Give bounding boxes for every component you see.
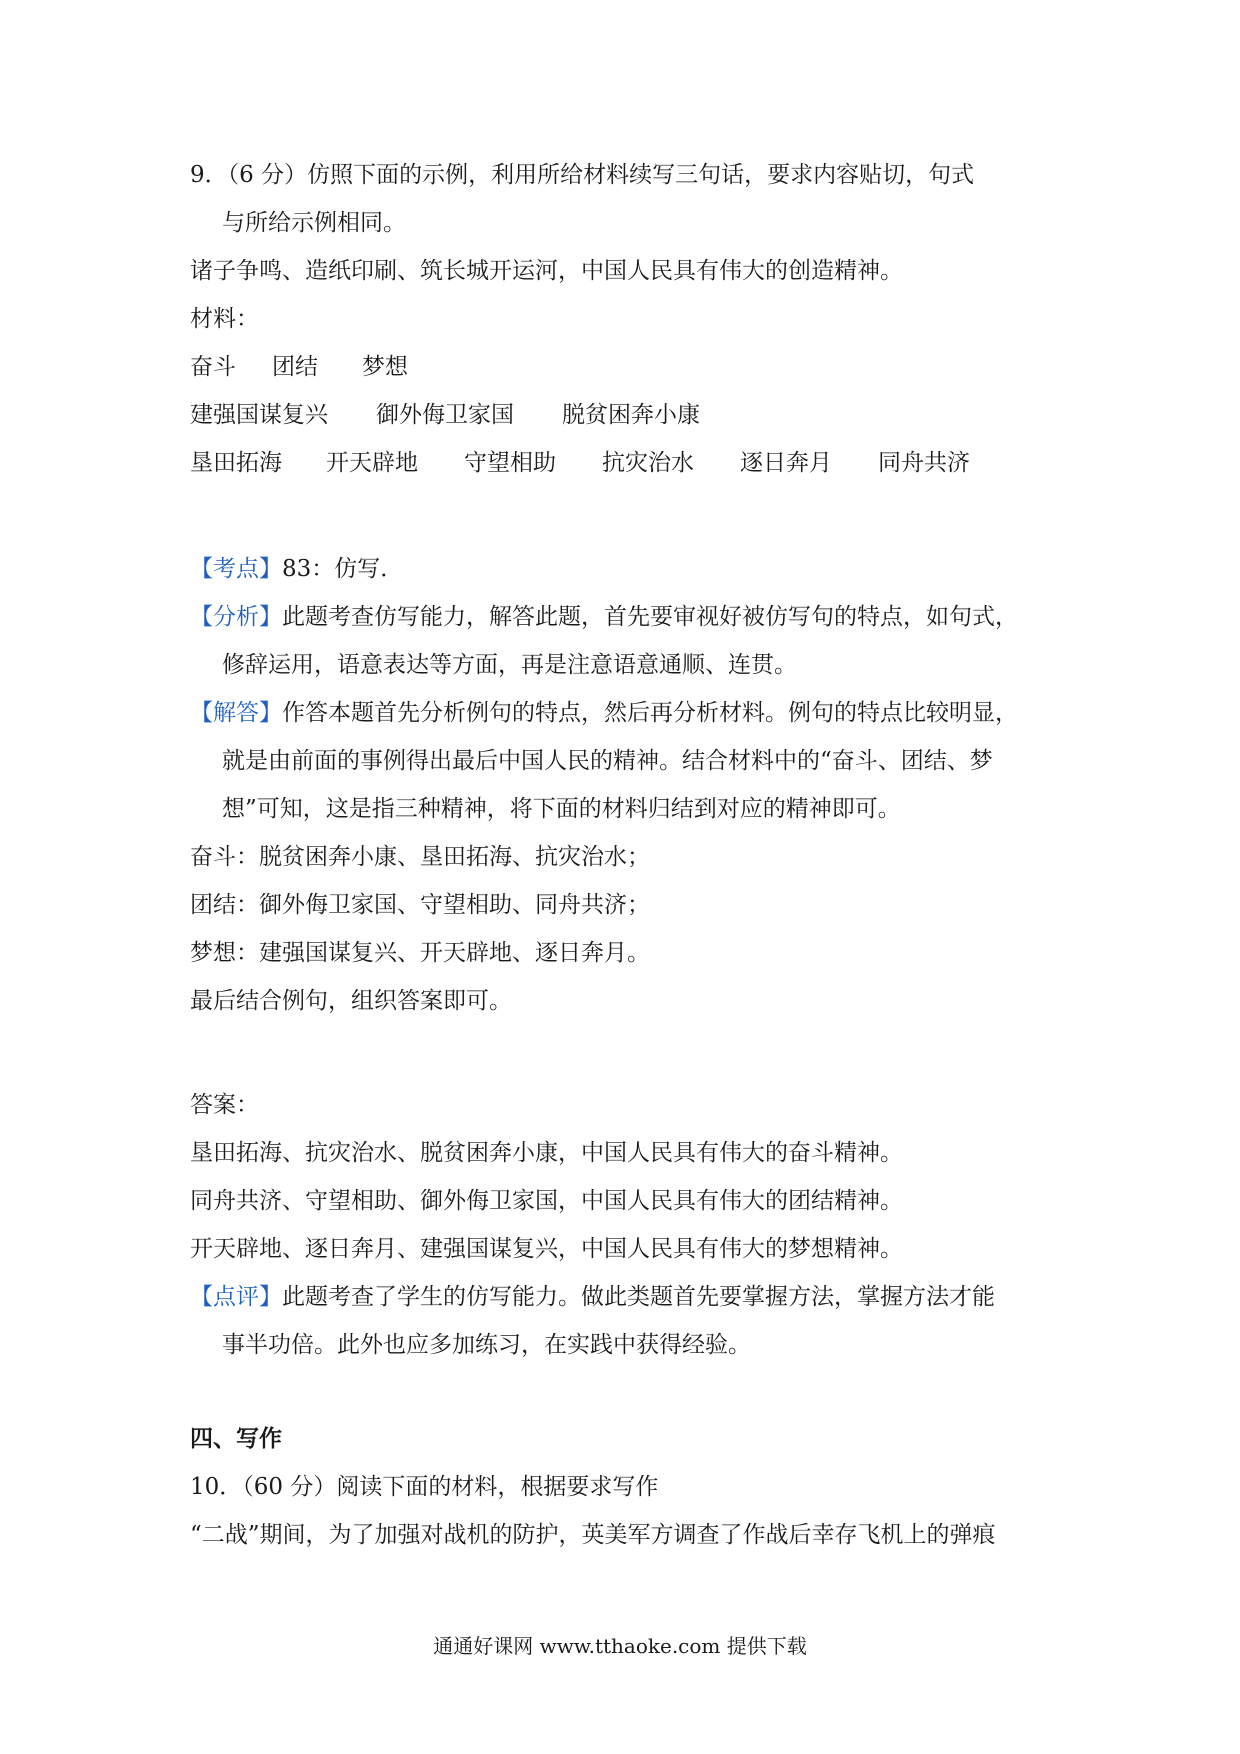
jieda-line2: 就是由前面的事例得出最后中国人民的精神。结合材料中的“奋斗、团结、梦 (222, 748, 993, 774)
kaodian-line (190, 554, 403, 584)
jieda-mengxiang: 梦想：建强国谋复兴、开天辟地、逐日奔月。 (190, 940, 650, 966)
material-item: 御外侮卫家国 (376, 402, 514, 428)
answer-line3: 开天辟地、逐日奔月、建强国谋复兴，中国人民具有伟大的梦想精神。 (190, 1236, 903, 1262)
jieda-text: 作答本题首先分析例句的特点，然后再分析材料。例句的特点比较明显， (282, 700, 1018, 726)
jieda-final: 最后结合例句，组织答案即可。 (190, 988, 512, 1014)
jieda-line1 (190, 698, 1018, 728)
fenxi-text: 此题考查仿写能力，解答此题，首先要审视好被仿写句的特点，如句式， (282, 604, 1018, 630)
answer-line1: 垦田拓海、抗灾治水、脱贫困奔小康，中国人民具有伟大的奋斗精神。 (190, 1140, 903, 1166)
question10-line1: 10．（60 分）阅读下面的材料，根据要求写作 (190, 1474, 659, 1500)
fenxi-line1 (190, 602, 1018, 632)
section-heading: 四、写作 (190, 1426, 282, 1452)
jieda-tag: 【解答】 (190, 700, 282, 726)
question10-line2: “二战”期间，为了加强对战机的防护，英美军方调查了作战后幸存飞机上的弹痕 (190, 1522, 996, 1548)
materials-row-3 (190, 448, 970, 478)
materials-row-2 (190, 400, 700, 430)
question9-line2: 与所给示例相同。 (222, 210, 406, 236)
material-item: 开天辟地 (326, 450, 418, 476)
fenxi-tag: 【分析】 (190, 604, 282, 630)
material-item: 抗灾治水 (602, 450, 694, 476)
material-item: 逐日奔月 (740, 450, 832, 476)
materials-label: 材料： (190, 306, 259, 332)
dianping-text: 此题考查了学生的仿写能力。做此类题首先要掌握方法，掌握方法才能 (282, 1284, 995, 1310)
answer-label: 答案： (190, 1092, 259, 1118)
dianping-tag: 【点评】 (190, 1284, 282, 1310)
material-item: 梦想 (362, 354, 408, 380)
jieda-tuanjie: 团结：御外侮卫家国、守望相助、同舟共济； (190, 892, 650, 918)
fenxi-line2: 修辞运用，语意表达等方面，再是注意语意通顺、连贯。 (222, 652, 797, 678)
material-item: 奋斗 (190, 354, 236, 380)
dianping-line1 (190, 1282, 995, 1312)
material-item: 团结 (272, 354, 318, 380)
material-item: 同舟共济 (878, 450, 970, 476)
kaodian-tag: 【考点】 (190, 556, 282, 582)
material-item: 垦田拓海 (190, 450, 282, 476)
question9-line1: 9．（6 分）仿照下面的示例，利用所给材料续写三句话，要求内容贴切，句式 (190, 162, 975, 188)
jieda-fendou: 奋斗：脱贫困奔小康、垦田拓海、抗灾治水； (190, 844, 650, 870)
material-item: 建强国谋复兴 (190, 402, 328, 428)
answer-line2: 同舟共济、守望相助、御外侮卫家国，中国人民具有伟大的团结精神。 (190, 1188, 903, 1214)
material-item: 脱贫困奔小康 (562, 402, 700, 428)
material-item: 守望相助 (464, 450, 556, 476)
dianping-line2: 事半功倍。此外也应多加练习，在实践中获得经验。 (222, 1332, 751, 1358)
page-footer: 通通好课网 www.tthaoke.com 提供下载 (433, 1634, 807, 1658)
kaodian-text: 83：仿写． (282, 556, 404, 582)
question9-example: 诸子争鸣、造纸印刷、筑长城开运河，中国人民具有伟大的创造精神。 (190, 258, 903, 284)
jieda-line3: 想”可知，这是指三种精神，将下面的材料归结到对应的精神即可。 (222, 796, 901, 822)
materials-row-1 (190, 352, 408, 382)
